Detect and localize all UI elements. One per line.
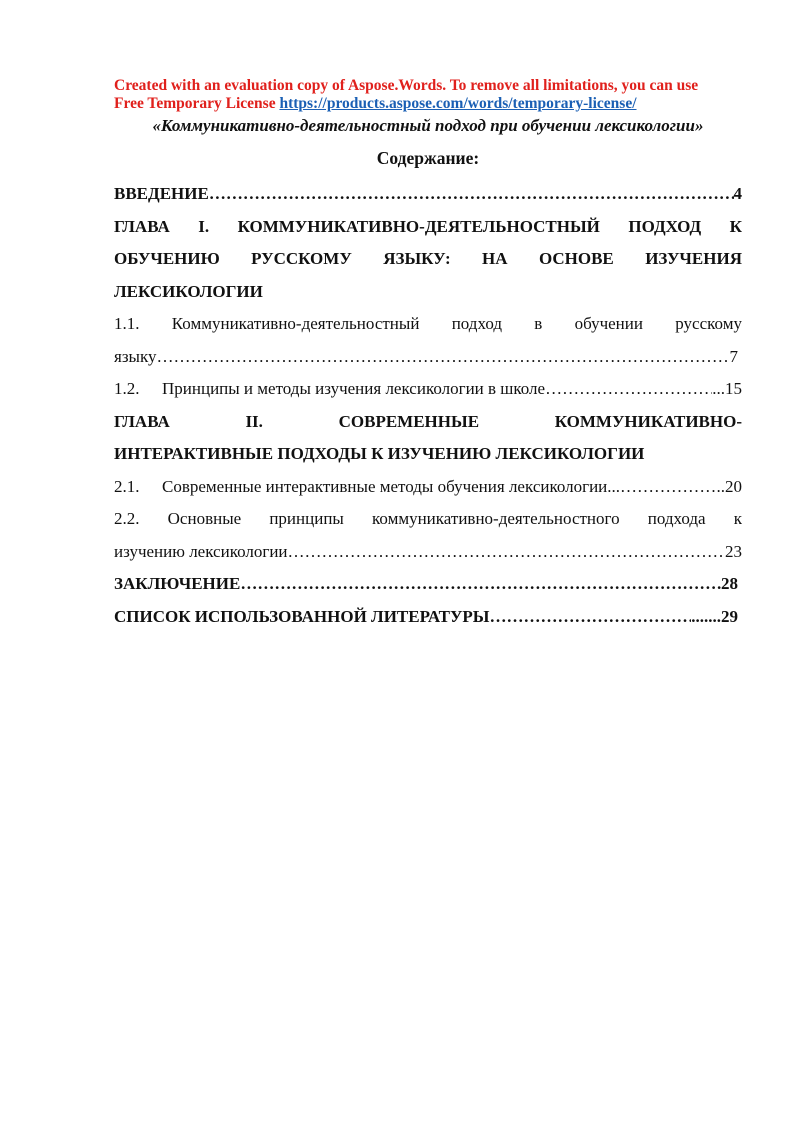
toc-entry-chapter-2-line-2[interactable]: ИНТЕРАКТИВНЫЕ ПОДХОДЫ К ИЗУЧЕНИЮ ЛЕКСИКОЛОГИИ (114, 444, 645, 463)
toc-label: ВВЕДЕНИЕ (114, 184, 209, 203)
toc-label: ЗАКЛЮЧЕНИЕ (114, 574, 241, 593)
watermark-line-1: Created with an evaluation copy of Aspose.Words. To remove all limitations, you can use (114, 77, 699, 94)
toc-word: в (534, 314, 543, 333)
toc-entry-references[interactable] (114, 601, 742, 634)
toc-entry-2-2-line-1[interactable] (114, 503, 742, 536)
toc-entry-chapter-1-line-3[interactable]: ЛЕКСИКОЛОГИИ (114, 281, 263, 301)
toc-word: Основные (167, 509, 242, 528)
toc-entry-chapter-2-line-1[interactable] (114, 406, 742, 439)
toc-word: КОММУНИКАТИВНО- (554, 411, 742, 431)
toc-word: коммуникативно-деятельностного (372, 509, 620, 528)
toc-entry-chapter-1-line-2[interactable] (114, 243, 742, 276)
toc-word: II. (245, 411, 263, 431)
toc-word: НА (482, 249, 508, 268)
toc-word: К (729, 216, 742, 236)
toc-entry-conclusion[interactable] (114, 568, 742, 601)
toc-word: Коммуникативно-деятельностный (171, 314, 420, 333)
toc-label: Принципы и методы изучения лексикологии в школе (162, 379, 546, 398)
toc-word: ЯЗЫКУ: (383, 249, 451, 268)
toc-entry-intro[interactable] (114, 178, 742, 211)
toc-word: подхода (647, 509, 706, 528)
toc-label: Современные интерактивные методы обучения лексикологии... (162, 476, 621, 496)
toc-label: языку (114, 346, 157, 366)
toc-label: СПИСОК ИСПОЛЬЗОВАННОЙ ЛИТЕРАТУРЫ (114, 606, 490, 626)
document-title: «Коммуникативно-деятельностный подход при обучении лексикологии» (152, 116, 704, 135)
toc-word: I. (198, 216, 210, 236)
dot-leader (288, 536, 725, 569)
dot-leader (490, 601, 692, 634)
toc-page-number: 7 (729, 346, 738, 366)
toc-section-number: 2.1. (114, 476, 140, 496)
toc-entry-chapter-1-line-1[interactable] (114, 211, 742, 244)
table-of-contents (114, 178, 742, 633)
toc-word: обучении (574, 314, 643, 333)
toc-word: ГЛАВА (114, 411, 170, 431)
dot-leader (156, 341, 729, 374)
toc-page-number: .......29 (691, 606, 738, 626)
dot-leader (620, 471, 716, 504)
toc-word: ОБУЧЕНИЮ (114, 249, 220, 268)
toc-word: ГЛАВА (114, 216, 170, 236)
toc-word: подход (451, 314, 502, 333)
toc-page-number: 4 (733, 184, 742, 203)
toc-word: РУССКОМУ (251, 249, 352, 268)
toc-page-number: ..20 (716, 476, 742, 496)
watermark-line-2 (114, 95, 754, 113)
toc-page-number: ...15 (712, 379, 742, 398)
toc-entry-2-1[interactable] (114, 471, 742, 504)
dot-leader (209, 178, 734, 211)
watermark-license-text: Free Temporary License (114, 95, 280, 112)
dot-leader (545, 373, 712, 406)
toc-label: изучению лексикологии (114, 541, 288, 561)
toc-word: СОВРЕМЕННЫЕ (338, 411, 480, 431)
toc-entry-1-1-line-2[interactable] (114, 341, 742, 374)
toc-page-number: 28 (721, 574, 738, 593)
toc-page-number: 23 (725, 541, 742, 561)
toc-word: принципы (269, 509, 344, 528)
toc-entry-1-2[interactable] (114, 373, 742, 406)
license-link[interactable]: https://products.aspose.com/words/temporary-license/ (279, 95, 637, 112)
toc-entry-1-1-line-1[interactable] (114, 308, 742, 341)
toc-entry-2-2-line-2[interactable] (114, 536, 742, 569)
toc-heading: Содержание: (376, 148, 480, 168)
toc-word: 1.1. (114, 314, 140, 333)
toc-word: КОММУНИКАТИВНО-ДЕЯТЕЛЬНОСТНЫЙ (237, 216, 600, 236)
dot-leader (240, 568, 721, 601)
toc-word: ИЗУЧЕНИЯ (645, 249, 742, 268)
toc-section-number: 1.2. (114, 379, 140, 398)
evaluation-watermark (114, 77, 754, 113)
toc-word: русскому (675, 314, 742, 333)
toc-word: ОСНОВЕ (538, 249, 614, 268)
toc-word: ПОДХОД (628, 216, 702, 236)
toc-word: к (733, 509, 742, 528)
toc-word: 2.2. (114, 509, 140, 528)
